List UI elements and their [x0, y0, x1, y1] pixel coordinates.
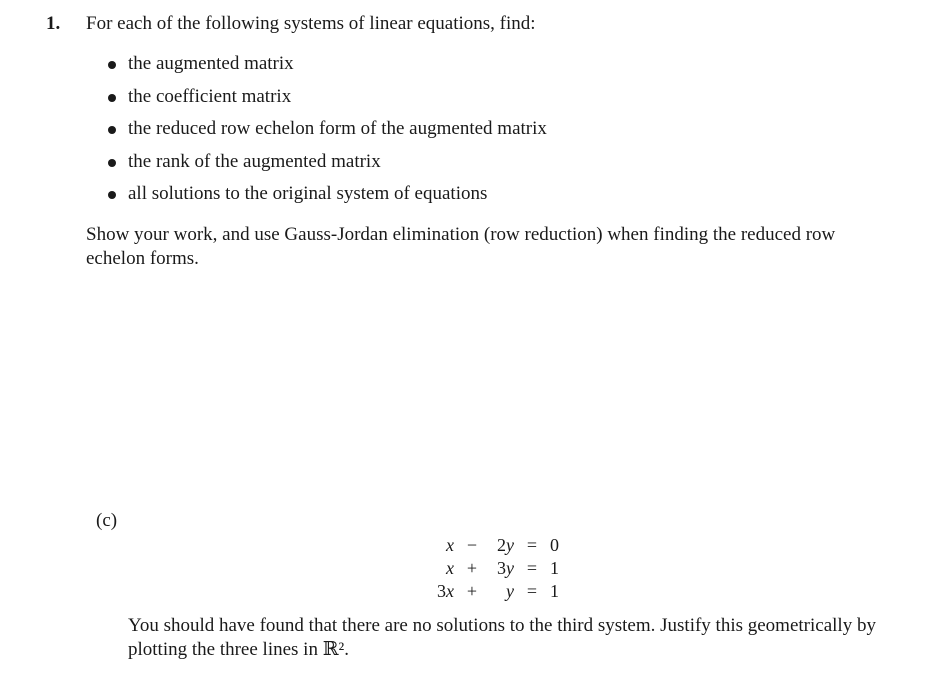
part-label: (c): [96, 510, 118, 531]
list-item-text: the reduced row echelon form of the augmented matrix: [128, 118, 547, 139]
bullet-icon: [108, 61, 116, 69]
list-item: [104, 53, 547, 86]
x-variable: x: [446, 581, 454, 601]
x-variable: x: [446, 535, 454, 555]
x-variable: x: [446, 558, 454, 578]
instructions-paragraph: Show your work, and use Gauss-Jordan elimination (row reduction) when finding the reduced row echelon forms.: [86, 224, 836, 269]
right-hand-side: 1: [550, 558, 559, 578]
operator: +: [466, 558, 478, 578]
problem-intro: For each of the following systems of linear equations, find:: [86, 13, 536, 34]
bullet-icon: [108, 126, 116, 134]
requirements-list: [104, 53, 547, 216]
y-term: [490, 557, 514, 580]
bullet-icon: [108, 159, 116, 167]
y-variable: y: [506, 535, 514, 555]
y-term: [490, 534, 514, 557]
x-coefficient: 3: [437, 581, 446, 601]
equation-row: [420, 580, 564, 603]
list-item: [104, 86, 547, 119]
bullet-icon: [108, 191, 116, 199]
list-item-text: the augmented matrix: [128, 53, 294, 74]
y-variable: y: [506, 558, 514, 578]
operator: −: [466, 535, 478, 555]
list-item-text: the coefficient matrix: [128, 85, 292, 107]
list-item: [104, 151, 547, 184]
bullet-icon: [108, 94, 116, 102]
equation-system: [420, 534, 564, 603]
list-item-text: the rank of the augmented matrix: [128, 150, 381, 172]
problem-number: 1.: [46, 13, 61, 34]
x-term: [420, 557, 454, 580]
x-term: [420, 534, 454, 557]
equation-row: [420, 534, 564, 557]
list-item: [104, 118, 547, 151]
right-hand-side: 0: [550, 535, 559, 555]
equation-row: [420, 557, 564, 580]
equals-sign: =: [526, 581, 538, 601]
x-term: [420, 580, 454, 603]
list-item: [104, 183, 547, 216]
list-item-text: all solutions to the original system of equations: [128, 183, 488, 204]
y-term: [490, 580, 514, 603]
y-coefficient: 3: [497, 558, 506, 578]
y-coefficient: 2: [497, 535, 506, 555]
justification-note: You should have found that there are no solutions to the third system. Justify this geometrically by plotting the three lines in ℝ².: [128, 615, 876, 660]
equals-sign: =: [526, 535, 538, 555]
y-variable: y: [506, 581, 514, 601]
operator: +: [466, 581, 478, 601]
equals-sign: =: [526, 558, 538, 578]
right-hand-side: 1: [550, 581, 559, 601]
